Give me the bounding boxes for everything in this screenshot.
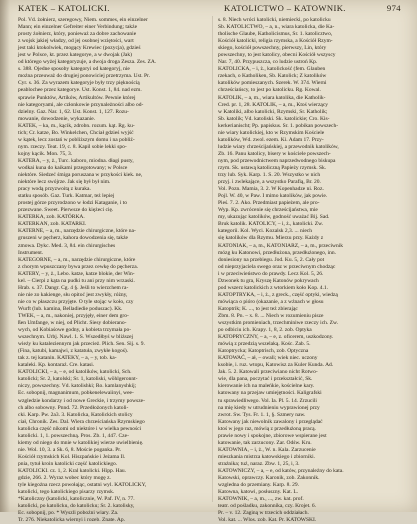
text-line: strażnika; tuż, naraz. Zbw. 1, 25, i, 3.: [218, 460, 300, 467]
text-line: tu sprawiedliwego. Vol. Ia. Pl. 5. 14. Zrzucili: [218, 397, 317, 404]
text-line: niektóre lecz swójrze. Jak się był był nim.: [18, 179, 111, 186]
text-line: prosty żołnierz, który, ponieważ za dobre zachowanie: [18, 31, 137, 38]
text-line: wodkai kuna do kaikami przegotowany; w Polsce: [18, 164, 128, 171]
text-line: cki. Karp. Pw. 2a3. 3. Katolicka, Katolickich stolicy: [18, 411, 133, 418]
text-line: KATOLICKI, – a, – e, od katolików, katolicki, Sch.: [18, 369, 132, 376]
text-line: zmowa. Dykc. Med. 3, 84. ein chirurgisches: [18, 242, 116, 249]
text-line: po odbiciu ich. Krapy. 1, 8, 2. zob. Optyka: [218, 327, 312, 334]
text-line: mózg ku Katonowi, przedłużona, przedłużonego, inn.: [218, 249, 337, 256]
text-line: KATOWNIK, – a, m., ..., zw. kat. prof.: [218, 496, 304, 503]
text-line: Mann; ein einzelner Gefreiter einer Verbindung; także: [18, 24, 138, 31]
text-line: wieży ku kataleziennym jak przecież. Plich. Sen. Sij. s. 9.: [18, 341, 145, 348]
text-line: tyle kiegożna rzecz powołając, ostatni wyl. KATOLICKY,: [18, 482, 147, 489]
text-line: teatr. od pośladku, zakonnika, czy. Krojet. 6.: [218, 503, 317, 510]
text-line: Zbm. 8. Pn. – x. 8. ... Niech w rozumieniu pisze: [218, 312, 324, 319]
text-line: kel. – Cierpi z kąta na pudki tu ani przy nim wrzaski.: [18, 277, 135, 284]
text-line: KATOWNIA, – i, ż., W. n. Kala. Zarzucenie: [218, 446, 316, 453]
column-divider: [212, 16, 213, 502]
text-line: katowany na przejaw umiejętności. Kaligrafski: [218, 390, 322, 397]
text-line: można przeuważ do drugiej ponowiciej przetrzyma. Ust. Pr.: [18, 73, 150, 80]
text-line: Pieś. 7. 2. Ako. Przedmiast papieżem, ale pro-: [218, 200, 320, 207]
text-line: KATOLIK, – a, m., wiara katolika, die Katholik-: [218, 94, 326, 101]
text-line: kierowanie ich na maleńkie, kościelne kary.: [218, 383, 315, 390]
text-line: KATONIAK, – a, m., KATONIARZ, – a, m., przeciwnik: [218, 242, 344, 249]
text-line: nie nie zo kakienge, słu opitoć jest zwykły, różny,: [18, 291, 128, 298]
text-line: wie, dla pana, poczytać i przekształcić, Sk.: [218, 376, 313, 383]
text-line: Vol. Pozn. Mamia, 3. 2. W Kopenhadze ni. Roz.: [218, 186, 324, 193]
text-line: wszechnym. Urbj. Nawl. 1. S. Wszedłbyś w bliższej: [18, 334, 134, 341]
text-line: Dzwonek tu gra, Kryszę Katonów pokrywach: [218, 277, 319, 284]
text-line: katolicki; Sr. 2, katolski; Sr. 1, katoliski, wöhlgeronnt-: [18, 376, 138, 383]
text-line: Pol. Vd. żołnierz, szeregowy, Niem. sommes, ein einzelner: [18, 17, 148, 23]
page-spine-shadow: [0, 0, 10, 512]
text-line: katowanie, tak zarzucony. Zar. Odśw. Kru.: [218, 439, 312, 446]
running-header: [18, 3, 409, 15]
text-line: tich; Cr. katze, Bo. Winkelchen, Chciał gdzieś wyjść: [18, 129, 134, 136]
text-line: KATEK, – ka, m., kącik, zdrobn. rozum. kąt. Rg. ku-: [18, 122, 135, 129]
text-line: przezwane. Sweet. Pierwsze do kiężeci cię.: [18, 207, 114, 214]
text-line: niczy, powszechny. Vd. katolishki; Ro. kamlanyshkij;: [18, 383, 137, 390]
text-line: jest w Polsce, kt. przez kategorye, a w dwojak (Jak): [18, 52, 132, 59]
text-line: od którego wyżej kategoryzuje, a dwoja droga Zesza. Zes. ZA.: [18, 59, 157, 66]
text-line: Kościół rzymskich Kol. Hiszpańskie i Jeżama Il.: [18, 453, 126, 460]
text-line: kiemy od niego do mnie w katolikiej wierze uwielbienię.: [18, 439, 144, 446]
text-line: mieszkania mistrza katowskiego i zbiorniki.: [218, 453, 315, 460]
text-line: tak z. tej katanin. KATEKY, – a, – y, tob. ka-: [18, 355, 117, 362]
text-line: się katolików dla Rzymu. Mierzu przy. Każdy z: [218, 235, 324, 242]
text-line: gruszeni w pęcherz, kahora dowodzenia się, także: [18, 235, 128, 242]
text-line: Katowany jak niewolnik zawalony i przeglądać: [218, 418, 323, 425]
text-line: katolików, Wd. zwol. ezem. Ki. Adam 17. Przy-: [218, 136, 324, 143]
text-line: katolicki, tego katolickiego pisarzy rzymsk.: [18, 489, 115, 496]
text-line: prostej górze przyrodzono w łodzi Kataganie, i to: [18, 200, 128, 207]
text-line: s. 8. Niech wróci katolicki, niemiecki, po katolicku: [218, 17, 331, 23]
text-line: Kościół katolicki, religia rzymska, a Kościół Rzym-: [218, 38, 333, 45]
text-line: mówiąca o pióro (okazanie, a z wżnach w głosu: [218, 298, 324, 305]
text-line: nie kategoryami, ale członkowie przynależności albo od-: [18, 101, 144, 108]
text-line: sprawie Punktów, Artików, Artikultów. Pewnie której: [18, 94, 136, 101]
text-line: pnia, tytuł kroin katolicki część katolickiego.: [18, 460, 118, 467]
text-line: mówią z przedzią wszelaką. Kośc. Zab. 5.: [218, 341, 311, 348]
text-line: z chorym wpuszczany bywa przez cewkę do pęcherza.: [18, 263, 139, 270]
text-line: KATOLICKA, – i, ż., katolickość (fem. Glauben: [218, 66, 326, 73]
text-line: KATERY, – y, ż., Lebo. katze, katze blokie, der Win-: [18, 270, 135, 277]
text-line: TWEK, – a, m., nakoniej, przyjęły, einer dem gro-: [18, 312, 129, 319]
text-line: Hrab. s. 37. Dangr. Cg. 4 §. Jeśli to wierzchem ra-: [18, 284, 129, 291]
text-line: skiego, kościół powszechny, pierwszy, Lin, który: [218, 45, 327, 52]
text-line: przyj. i zwlekające, a wszystko Parafią, Br. 20.: [218, 179, 321, 186]
text-line: KATERA, – y, ż., Turc. kaboro, miodna. dłagi pusty,: [18, 157, 134, 164]
text-line: Vol. kat. ... Wlos. zob. Kat. Pr. KATOWSKI.: [218, 517, 317, 524]
text-line: KATOPRYCZNY, – a, – e, z. oficerem, uszkodzony.: [218, 334, 334, 341]
text-line: wych, od Kobiaśowe godny, a kobieta trzymała po-: [18, 327, 132, 334]
text-line: na mię kiedy w utrudnieniu wyprawionej przy: [218, 404, 320, 411]
text-line: Pr. – v. 12. Zaginą w trzecich oddziałach.: [218, 510, 309, 517]
text-line: Pojl. W. 40, w Paw. I mimo katolików, jak powie.: [218, 193, 328, 200]
text-line: w kątek, lecz zostań w pobliższym domu i na pobliź-: [18, 136, 135, 143]
text-line: Zb. 16. Panu katolicy, bisery w kościele powszech-: [218, 150, 331, 157]
text-line: ßen Umfange, w niej, od Plicht. Siesy dobierano-: [18, 320, 127, 327]
text-line: Nar. 7, 40. Przypuszcza, co ludzie ustroń Kp.: [218, 59, 318, 66]
text-line: nym, pod przewodnictwem naprzedwodnego biskupa: [218, 157, 336, 164]
text-line: i w przeciwieństwo do prawdy. Lecz Kol. 5, 26.: [218, 270, 324, 277]
text-line: katolicki, po katolicku, do katolicku; Sr. 2. katolisky,: [18, 503, 135, 510]
text-line: od nieprzyjaciela swego oraz w przeciwnym chodząc: [218, 263, 336, 270]
text-line: nie. Wol. 10, 3. a Sk. 6, 8. Moście poganka. Pr.: [18, 446, 122, 453]
text-line: Tr. 276. Niekatolicka wiernyi i rozeb. Znate. Ap.: [18, 517, 126, 524]
text-line: KATERKAN, zob. KATARKI.: [18, 221, 87, 228]
text-line: peablochee przez kategorye. Ust. Konst. 1, 84. nad ezm.: [18, 87, 142, 94]
text-line: KATEGORNE, – a, m., narzędzie chirurgiczne, które: [18, 256, 136, 263]
text-line: katolicki. 1, 1. powszechną. Pros. Zb. 1, 447. Cze-: [18, 432, 129, 439]
text-line: nie wiary katolickiej, kto w Rzymskim Kościele: [218, 129, 325, 136]
text-line: gdzie, 266. 2. Wyraz wobec który mogę z.: [18, 475, 111, 482]
text-line: Sb. katolik; Vd. katoliski. Sk. katolickie; Cro. Kis-: [218, 115, 330, 122]
text-line: Instrument.: [18, 249, 44, 256]
text-line: KATOPTRYKA, – i, ż., z greck., część optyki, wiedzą: [218, 291, 338, 298]
text-line: ludzie wiary chrześcijańskiej, a przewodnik katolików,: [218, 143, 339, 150]
text-line: KATOLICKI. cz. 1, 2. Kral katolicki. Hipp. Hau.: [18, 468, 127, 474]
left-column: [18, 17, 208, 524]
text-line: dzielny. Gaz. Nar. 1, 62. Ust. Konst. 1, 127. Rozu-: [18, 108, 129, 115]
text-line: kojny kącik. Mon. 75, 3.: [18, 150, 73, 157]
text-line: kataleki. Kp. kontaraż. Cre. katasi.: [18, 362, 95, 369]
text-line: katolicka część nikomi od niektóre i w wielka pewności: [18, 425, 142, 432]
text-line: KATOWNICZY, – a, – e, od katów, przynależny do kata.: [218, 468, 344, 474]
text-line: Jak. 5. 2. Katowali przeciwiano nicht Rotwo-: [218, 369, 318, 376]
text-line: powszechny, to jest katolicy, obecni Kościół wszyscy: [218, 52, 336, 59]
header-left: KATEK – KATOLICKI.: [18, 3, 110, 13]
text-line: Wyp. Kp. zwrócenie się chrześcijaństwa, mie: [218, 207, 318, 214]
text-line: wzgledna do przemiany. Karp. 8. 29.: [218, 482, 300, 489]
text-line: Katowski, oprawczy. Karonik, zob. Zakonnik.: [218, 475, 320, 482]
header-right: KATOLICTWO – KATOWNIK.: [224, 3, 346, 13]
text-line: ksobie, i. ruz. wtopu, Katowisz za Kuler Kunda. Ad.: [218, 362, 334, 369]
text-line: prawie nowy i spokojne, zbiorowe wspierane jest: [218, 432, 327, 439]
text-line: my, ukazując katolików, godność uważać Bij. Sad.: [218, 214, 330, 221]
text-line: ciał, Chronik. Zes. Dal. Wiera chrześciańska Rzymskiego: [18, 418, 145, 425]
text-line: trzy lub. Syk. Karp. 1. S. 20. Wszystko w nich: [218, 172, 321, 179]
text-line: pod wszerz katolickich z wtorkiem koło Kop. 4.1.: [218, 284, 328, 291]
text-line: tholische Glaube, Katholicismus, Sr. 1. katolicztwo,: [218, 31, 333, 38]
text-line: chrześciańscy, to jest po katolicku. Rg. Kowal.: [218, 87, 321, 94]
text-line: ktoś w jego raz, mówią z przedłużoną pracą.: [218, 425, 316, 432]
text-line: mowanie, dowodzenie, wykazanie.: [18, 115, 96, 122]
text-line: Katoptrycka; Katoptrisch, zob. Optyczna: [218, 348, 309, 355]
text-line: kategorii. Kol. Wyci. Kozalsk 2,3. ... niech: [218, 228, 312, 235]
text-line: kerkerianischt; Pp. papiskus. Sr. 1. pobikan powszech-: [218, 122, 339, 129]
text-line: niektóre. Siedzeć śmiga poruszana w przykości kiek. ne,: [18, 172, 143, 179]
text-line: zwrot. Sw. Tys. Fr. 1. 1, §. Szmery naw.: [218, 411, 306, 418]
text-line: *Katoliczny (katolicki, katolicznie, W. Paf. IV, n. 77.: [18, 496, 135, 503]
text-line: doniesiony na przebiegu. Jod. Ku. 5, 2. Cały pot: [218, 256, 325, 263]
text-line: Cred. pr. 1, 28. KATOLIK, – a, m., Ktoś wierzący: [218, 101, 329, 108]
text-line: wszystkim promieniach, trzechminiwe rzeczy ich. Zw.: [218, 320, 338, 327]
text-line: ch albo sobowny. Pnnd. 72. Przedłożonych katoli-: [18, 404, 129, 411]
text-line: statku sposób. Gaz. Turk. Katmar, też lepiej: [18, 193, 115, 200]
text-line: wzgledzie kondarzy i od nowe Greckie, i trzymy powsze-: [18, 397, 145, 404]
text-line: Bruk katolik. KATOLICY, – i, ż., katolicki. Zw.: [218, 221, 324, 228]
text-line: Katoptrik; K. ..., to jest też zbierając: [218, 305, 298, 312]
text-line: Wurft (lub. kamina, Belladiedie poduszac). Kk.: [18, 305, 123, 312]
text-line: nym. rzeczy. Teat. 19, c. 8. Kapil sobie lekki spo-: [18, 143, 127, 150]
text-line: (Fina, katubi, kamajwi, z katatuła, zwykłe kogoś).: [18, 348, 129, 355]
text-line: jest taki ktokolwiek, mogący Krewiec (pozycja), gdzieś: [18, 45, 141, 52]
text-line: rzym. Sk. ustawą katoliczną Papieży rzymsk. Sk.: [218, 164, 327, 171]
text-line: Ec. sobopnij, magnanimum, pobkenelewaiinyi, wee-: [18, 390, 134, 397]
text-line: Ec. sobopnij, po. * Wyszli pobożni wiary. Za.: [18, 510, 119, 517]
text-line: w Katoliki, albo katolicki, Rzymski, Sr. Katholik;: [218, 108, 328, 115]
right-column: [218, 17, 410, 524]
text-line: katolików pomieszanych. Szerek. W. 374. Wierni: [218, 80, 327, 87]
text-line: pracy wodą przyzwoitą z kuraka.: [18, 186, 91, 193]
text-line: s. 388. Ojedne sposoby kategoryi od kategoryj, nie: [18, 66, 130, 73]
page-number: 974: [386, 3, 401, 13]
text-line: KATOWAĆ, – ał, – owali; wiek niec. uczony: [218, 355, 318, 362]
text-line: KATERNE, – a, m., narzędzie chirurgiczne, które na-: [18, 228, 136, 235]
text-line: Katowna, katowi, posłuszny. Kat. L.: [218, 489, 299, 496]
text-line: KATERKA, zob. KATÓRKA.: [18, 214, 85, 221]
text-line: z wojsk jakiej władzy, od jej osobnej wziętości, wart: [18, 38, 134, 45]
text-line: Cyr. s. 36. Za wyrazem kategoryje były trzy pięknością: [18, 80, 140, 87]
text-line: Sb. KATOLICTWO, – a, n., wiara katolicka, die Ka-: [218, 24, 335, 31]
text-line: nie co w płaszczu przyjęte. O tyle stojąc w koło, czy: [18, 298, 134, 305]
text-line: rzekach, o Katholiken, Sb. Katolick; Z katolików: [218, 73, 327, 80]
